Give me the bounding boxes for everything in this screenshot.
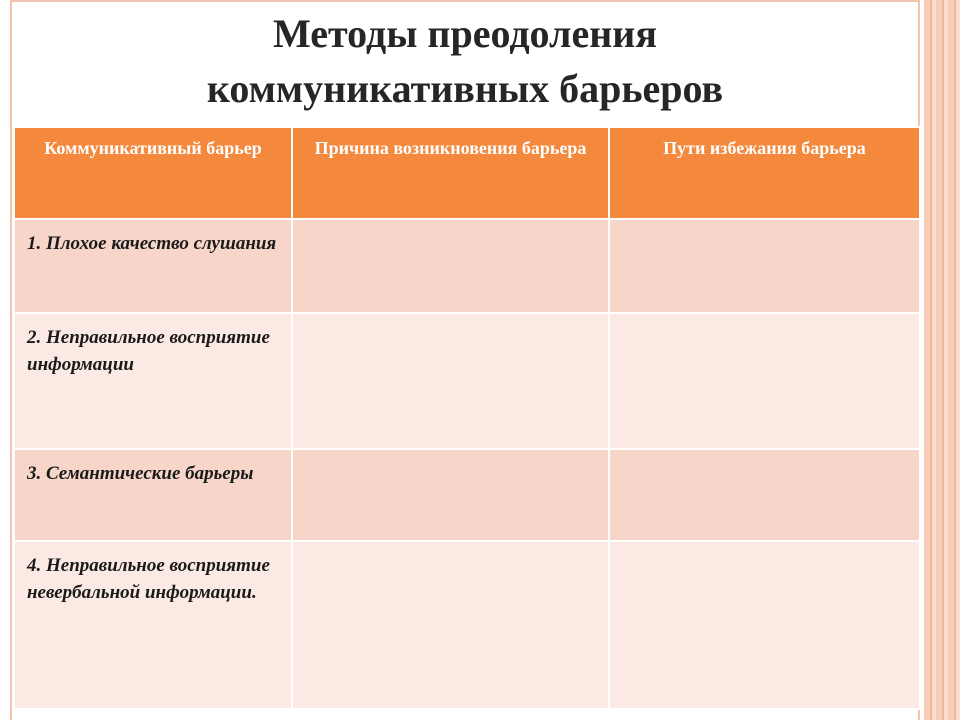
header-solution: Пути избежания барьера	[609, 127, 920, 219]
barrier-cell: 3. Семантические барьеры	[14, 449, 292, 541]
solution-cell[interactable]	[609, 219, 920, 313]
table-row	[14, 313, 920, 449]
solution-cell[interactable]	[609, 541, 920, 709]
cause-cell[interactable]	[292, 219, 609, 313]
cause-cell[interactable]	[292, 449, 609, 541]
slide-title	[30, 6, 900, 116]
solution-cell[interactable]	[609, 313, 920, 449]
title-line-2: коммуникативных барьеров	[206, 66, 724, 111]
header-cause: Причина возникновения барьера	[292, 127, 609, 219]
cause-cell[interactable]	[292, 541, 609, 709]
barrier-cell: 4. Неправильное восприятие невербальной информации.	[14, 541, 292, 709]
barriers-table	[13, 126, 921, 710]
frame-top-line	[10, 0, 920, 2]
table-row	[14, 449, 920, 541]
title-line-1: Методы преодоления	[273, 11, 657, 56]
table-row	[14, 541, 920, 709]
table-header-row	[14, 127, 920, 219]
decorative-stripe-band	[924, 0, 960, 720]
barrier-cell: 2. Неправильное восприятие информации	[14, 313, 292, 449]
frame-left-line	[10, 0, 12, 720]
header-barrier: Коммуникативный барьер	[14, 127, 292, 219]
barrier-cell: 1. Плохое качество слушания	[14, 219, 292, 313]
cause-cell[interactable]	[292, 313, 609, 449]
table-row	[14, 219, 920, 313]
solution-cell[interactable]	[609, 449, 920, 541]
